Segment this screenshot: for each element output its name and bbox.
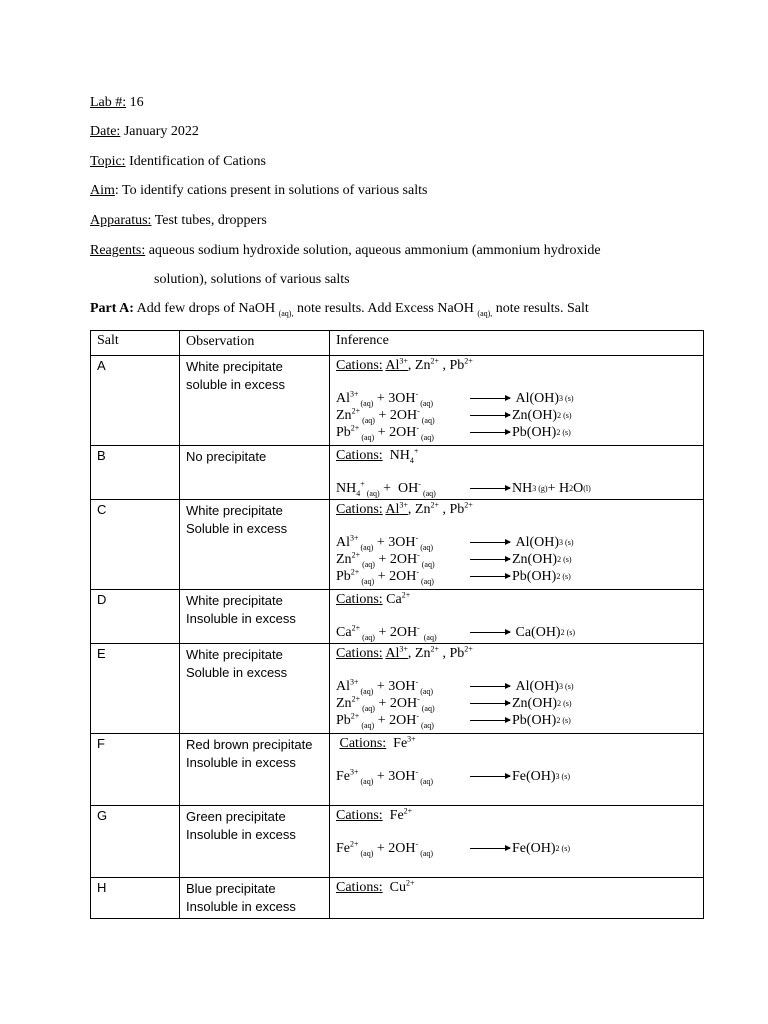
aim-line bbox=[90, 183, 427, 199]
observation-line-1: Red brown precipitate bbox=[186, 737, 313, 752]
inference-cell bbox=[330, 644, 704, 734]
equation: $Fe^{2+}$ $_{(aq)}$ + 2OH- $_{(aq)}$ Fe(OH) 2 (s) bbox=[336, 838, 570, 858]
salt-cell: F bbox=[91, 734, 180, 806]
equation: $Zn^{2+}$ $_{(aq)}$ + 2OH- $_{(aq)}$ Zn(OH) 2 (s) bbox=[336, 405, 572, 425]
inference-cell bbox=[330, 734, 704, 806]
salt-cell: E bbox=[91, 644, 180, 734]
cations-line: Cations: $Al^{3+}$, $Zn^{2+}$ , $Pb^{2+}$ bbox=[336, 500, 473, 517]
cations-label: Cations: bbox=[336, 880, 383, 895]
topic-label: Topic: bbox=[90, 154, 126, 169]
observation-line-2: Soluble in excess bbox=[186, 665, 288, 680]
aim-label: Aim bbox=[90, 183, 115, 198]
observation-cell bbox=[180, 734, 330, 806]
salt-cell: B bbox=[91, 446, 180, 500]
observation-line-1: White precipitate bbox=[186, 359, 283, 374]
part-a-label: Part A: bbox=[90, 301, 134, 316]
observation-cell bbox=[180, 806, 330, 878]
observation-line-2: Insoluble in excess bbox=[186, 827, 296, 842]
equation: $Pb^{2+}$ $_{(aq)}$ + 2OH- $_{(aq)}$ Pb(OH) 2 (s) bbox=[336, 422, 571, 442]
apparatus-line bbox=[90, 213, 267, 229]
salt-cell: C bbox=[91, 500, 180, 590]
observation-line-2: Soluble in excess bbox=[186, 521, 288, 536]
observation-cell bbox=[180, 446, 330, 500]
table-row bbox=[91, 590, 704, 644]
cations-line: Cations: $Al^{3+}$, $Zn^{2+}$ , $Pb^{2+}$ bbox=[336, 644, 473, 661]
observation-line-1: Green precipitate bbox=[186, 809, 286, 824]
table-row bbox=[91, 734, 704, 806]
inference-cell bbox=[330, 806, 704, 878]
equation: $Al^{3+}$ $_{(aq)}$ + 3OH- $_{(aq)}$ Al(OH) 3 (s) bbox=[336, 676, 574, 696]
date-line bbox=[90, 124, 199, 140]
equation: $Zn^{2+}$ $_{(aq)}$ + 2OH- $_{(aq)}$ Zn(OH) 2 (s) bbox=[336, 693, 572, 713]
cation-results-table bbox=[90, 330, 704, 919]
cations-label: Cations: bbox=[339, 736, 387, 751]
part-a-text-1: Add few drops of NaOH bbox=[136, 301, 276, 316]
topic-line bbox=[90, 154, 266, 170]
observation-cell bbox=[180, 500, 330, 590]
table-row bbox=[91, 644, 704, 734]
observation-line-1: Blue precipitate bbox=[186, 881, 276, 896]
lab-label: Lab #: bbox=[90, 95, 127, 110]
date-value: January 2022 bbox=[123, 124, 199, 139]
observation-line-1: White precipitate bbox=[186, 647, 283, 662]
observation-cell bbox=[180, 356, 330, 446]
equation: $Pb^{2+}$ $_{(aq)}$ + 2OH- $_{(aq)}$ Pb(OH) 2 (s) bbox=[336, 566, 571, 586]
observation-line-2: soluble in excess bbox=[186, 377, 285, 392]
observation-cell bbox=[180, 878, 330, 919]
observation-line-2: Insoluble in excess bbox=[186, 611, 296, 626]
salt-cell: H bbox=[91, 878, 180, 919]
table-row bbox=[91, 806, 704, 878]
lab-value: 16 bbox=[129, 95, 144, 110]
part-a-text-3: note results. Salt bbox=[495, 301, 589, 316]
reagents-label: Reagents: bbox=[90, 243, 146, 258]
header-observation: Observation bbox=[180, 331, 330, 356]
table-row bbox=[91, 878, 704, 919]
cations-line: Cations: $NH_4^+$ bbox=[336, 446, 419, 465]
observation-line-1: White precipitate bbox=[186, 503, 283, 518]
observation-line-2: Insoluble in excess bbox=[186, 755, 296, 770]
equation: $Zn^{2+}$ $_{(aq)}$ + 2OH- $_{(aq)}$ Zn(OH) 2 (s) bbox=[336, 549, 572, 569]
cations-label: Cations: bbox=[336, 502, 383, 517]
cations-line: Cations: $Al^{3+}$, $Zn^{2+}$ , $Pb^{2+}$ bbox=[336, 356, 473, 373]
observation-cell bbox=[180, 590, 330, 644]
salt-cell: G bbox=[91, 806, 180, 878]
cations-line: Cations: $Fe^{3+}$ bbox=[339, 734, 416, 751]
apparatus-label: Apparatus: bbox=[90, 213, 152, 228]
date-label: Date: bbox=[90, 124, 121, 139]
lab-number bbox=[90, 95, 144, 111]
cations-line: Cations: $Cu^{2+}$ bbox=[336, 878, 415, 895]
table-row bbox=[91, 446, 704, 500]
salt-cell: A bbox=[91, 356, 180, 446]
cations-label: Cations: bbox=[336, 448, 383, 463]
equation: $Fe^{3+}$ $_{(aq)}$ + 3OH- $_{(aq)}$ Fe(OH) 3 (s) bbox=[336, 766, 570, 786]
inference-cell bbox=[330, 878, 704, 919]
inference-cell bbox=[330, 590, 704, 644]
header-inference: Inference bbox=[330, 331, 704, 356]
salt-cell: D bbox=[91, 590, 180, 644]
reagents-value: aqueous sodium hydroxide solution, aqueous ammonium (ammonium hydroxide bbox=[148, 243, 601, 258]
observation-line-1: White precipitate bbox=[186, 593, 283, 608]
observation-cell bbox=[180, 644, 330, 734]
observation-line-2: Insoluble in excess bbox=[186, 899, 296, 914]
cations-label: Cations: bbox=[336, 592, 383, 607]
reagents-line bbox=[90, 243, 601, 259]
equation: $Al^{3+}$ $_{(aq)}$ + 3OH- $_{(aq)}$ Al(OH) 3 (s) bbox=[336, 388, 574, 408]
equation: $Pb^{2+}$ $_{(aq)}$ + 2OH- $_{(aq)}$ Pb(OH) 2 (s) bbox=[336, 710, 571, 730]
header-salt: Salt bbox=[91, 331, 180, 356]
reagents-line-2: solution), solutions of various salts bbox=[154, 272, 350, 287]
equation: $NH_4^+$ $_{(aq)}$ + OH- $_{(aq)}$ NH 3 (g) + H 2 O (l) bbox=[336, 478, 591, 498]
apparatus-value: Test tubes, droppers bbox=[154, 213, 267, 228]
cations-label: Cations: bbox=[336, 646, 383, 661]
equation: $Ca^{2+}$ $_{(aq)}$ + 2OH- $_{(aq)}$ Ca(OH) 2 (s) bbox=[336, 622, 576, 642]
equation: $Al^{3+}$ $_{(aq)}$ + 3OH- $_{(aq)}$ Al(OH) 3 (s) bbox=[336, 532, 574, 552]
table-row bbox=[91, 500, 704, 590]
cations-label: Cations: bbox=[336, 808, 383, 823]
part-a-instruction: Part A: Add few drops of NaOH $_{(aq),}$ note results. Add Excess NaOH $_{(aq),}$ note results. Salt bbox=[90, 301, 589, 318]
topic-value: Identification of Cations bbox=[129, 154, 266, 169]
inference-cell bbox=[330, 446, 704, 500]
inference-cell bbox=[330, 500, 704, 590]
cations-line: Cations: $Fe^{2+}$ bbox=[336, 806, 413, 823]
cations-label: Cations: bbox=[336, 358, 383, 373]
aim-value: : To identify cations present in solutions of various salts bbox=[114, 183, 428, 198]
table-row bbox=[91, 356, 704, 446]
observation-line-1: No precipitate bbox=[186, 449, 267, 464]
cations-line: Cations: $Ca^{2+}$ bbox=[336, 590, 411, 607]
table-header-row bbox=[91, 331, 704, 356]
inference-cell bbox=[330, 356, 704, 446]
part-a-text-2: note results. Add Excess NaOH bbox=[296, 301, 474, 316]
